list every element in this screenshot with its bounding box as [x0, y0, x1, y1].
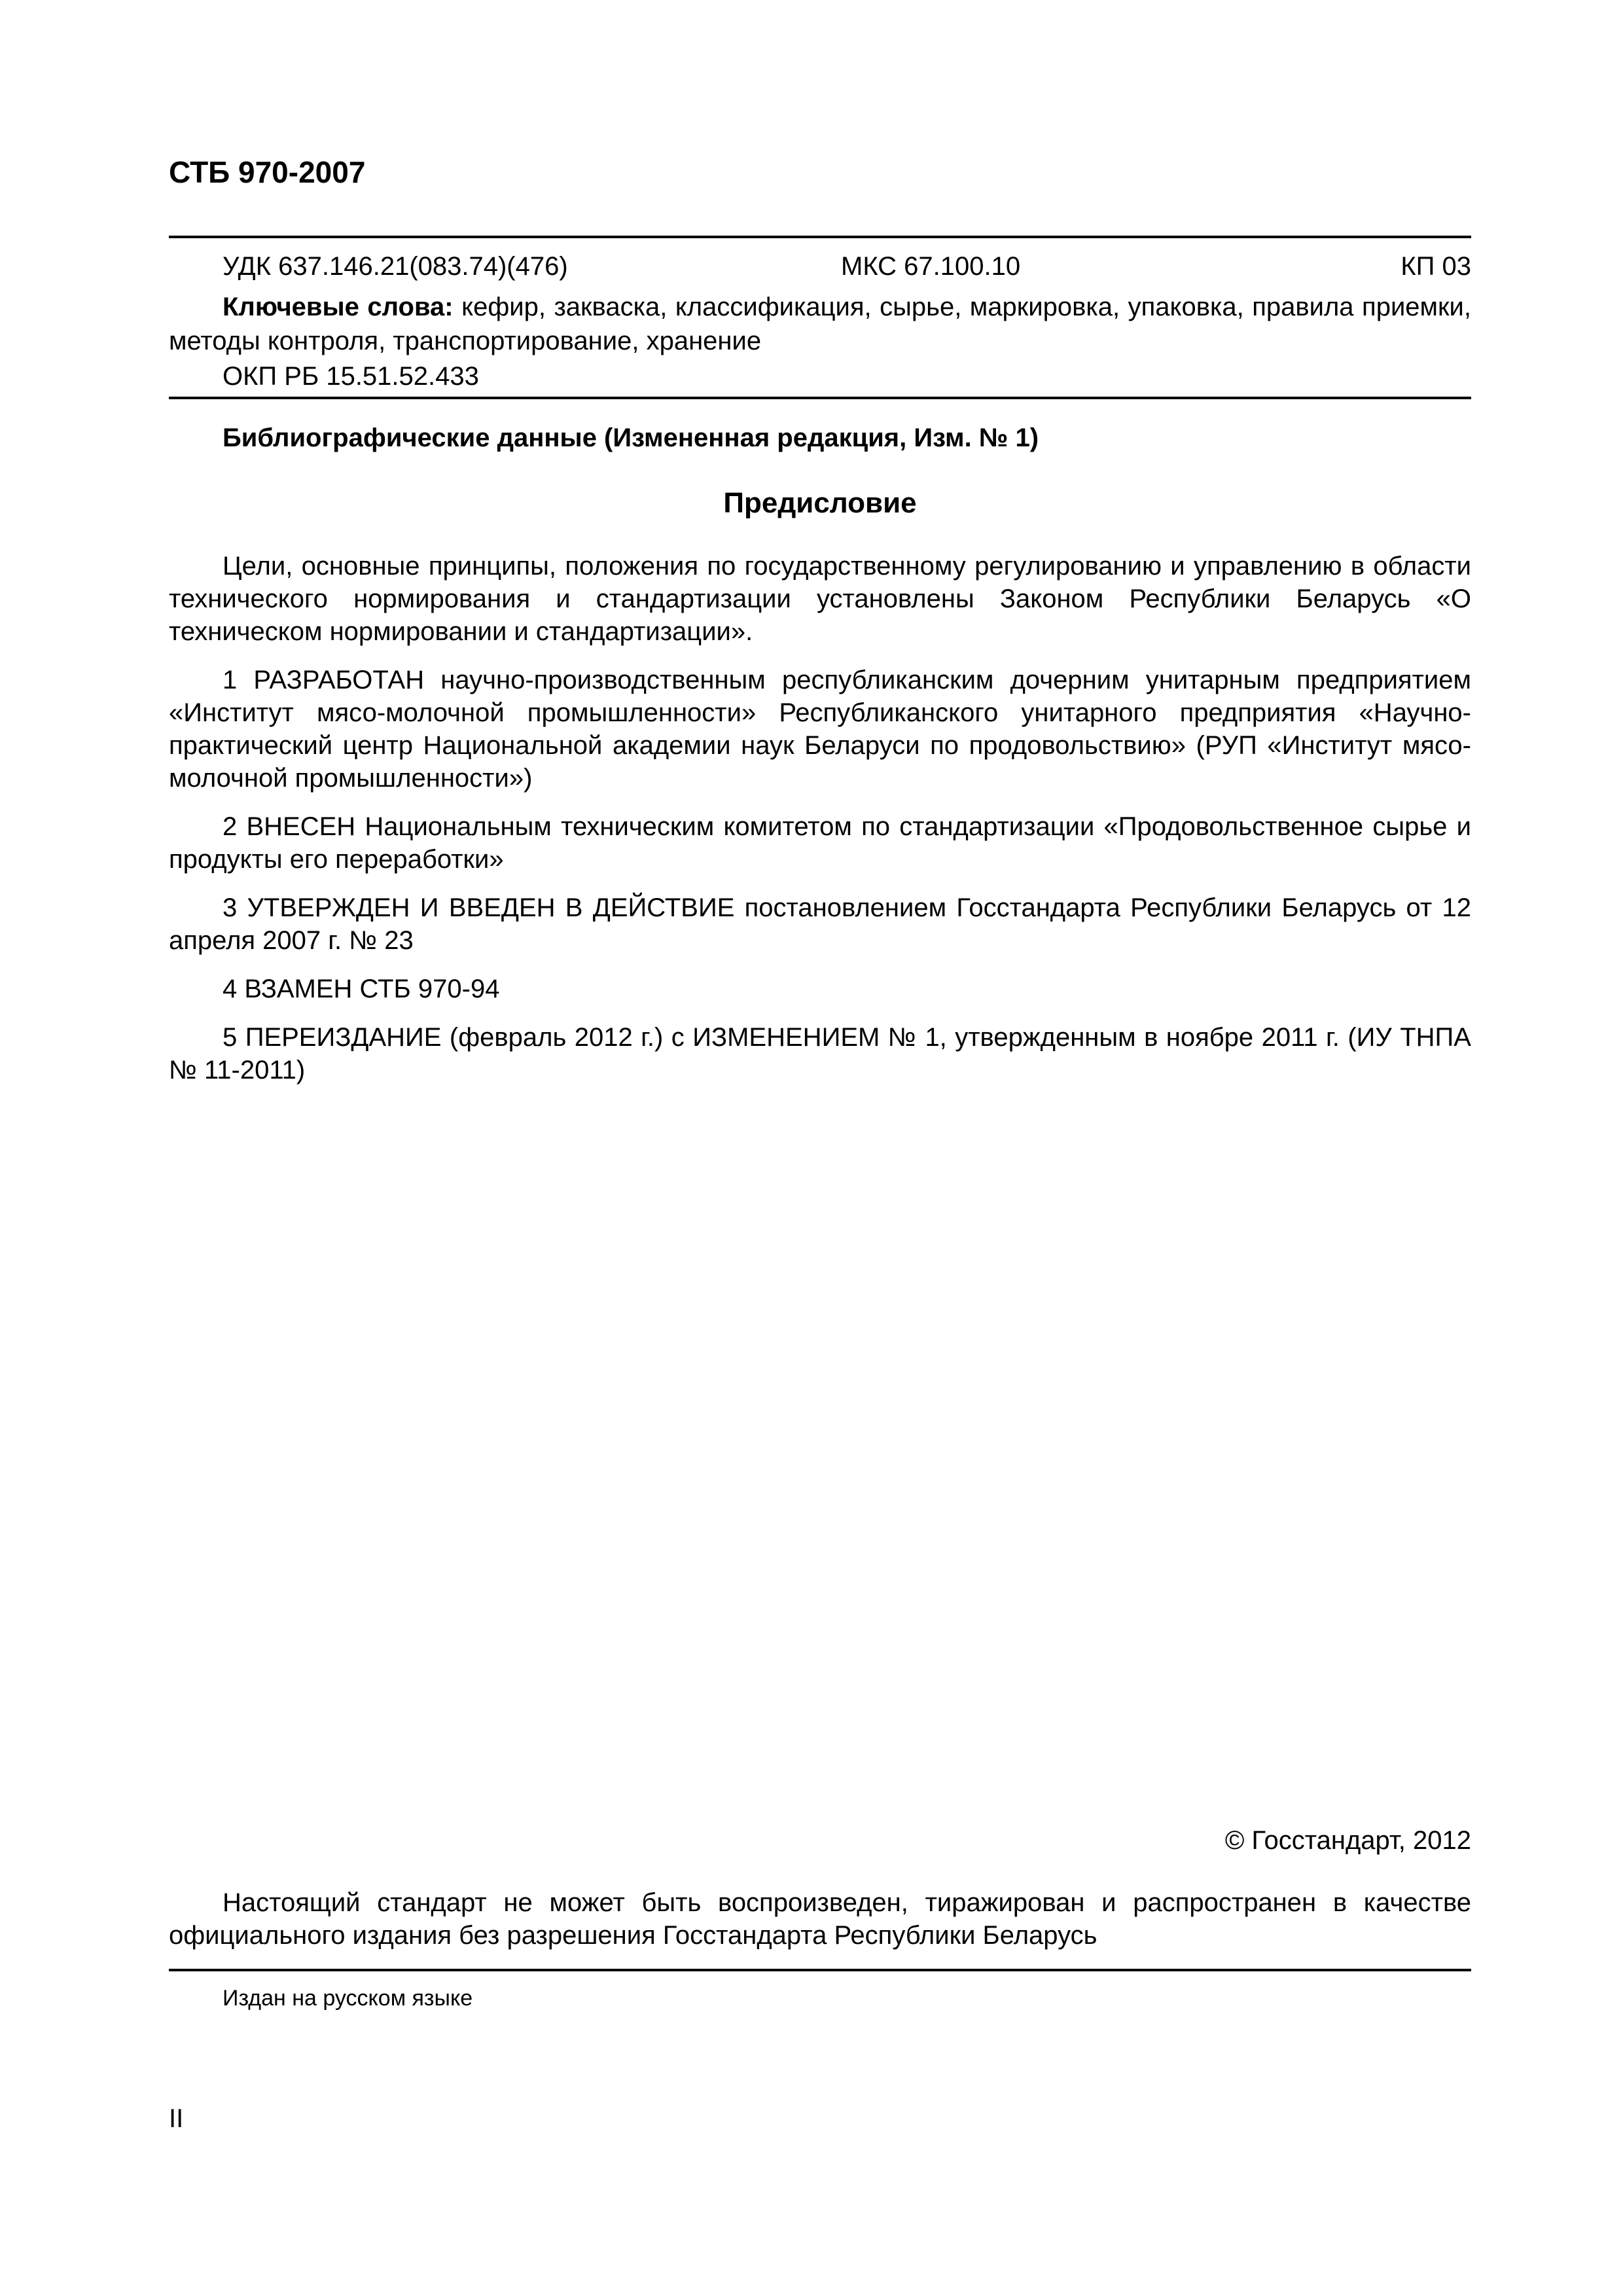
middle-divider [169, 397, 1471, 399]
kp-code: КП 03 [1400, 252, 1471, 281]
reproduction-notice: Настоящий стандарт не может быть воспроизведен, тиражирован и распространен в качестве официального издания без разрешения Госстандарта Республики Беларусь [169, 1888, 1471, 1950]
keywords [169, 290, 1471, 358]
copyright: © Госстандарт, 2012 [1224, 1826, 1471, 1855]
bottom-divider [169, 1969, 1471, 1971]
udk-code: УДК 637.146.21(083.74)(476) [223, 252, 568, 281]
foreword-paragraph: 2 ВНЕСЕН Национальным техническим комитетом по стандартизации «Продовольственное сырье и продукты его переработки» [169, 812, 1471, 874]
foreword-paragraph: 4 ВЗАМЕН СТБ 970-94 [223, 975, 500, 1003]
okp-code: ОКП РБ 15.51.52.433 [223, 362, 479, 391]
top-divider [169, 236, 1471, 238]
foreword-title: Предисловие [723, 487, 917, 519]
page-number: II [169, 2104, 184, 2133]
foreword-paragraph: 5 ПЕРЕИЗДАНИЕ (февраль 2012 г.) с ИЗМЕНЕНИЕМ № 1, утвержденным в ноябре 2011 г. (ИУ ТНПА № 11-2011) [169, 1023, 1471, 1085]
bibliographic-note: Библиографические данные (Измененная редакция, Изм. № 1) [223, 423, 1039, 452]
mks-code: МКС 67.100.10 [841, 252, 1021, 281]
foreword-paragraph: Цели, основные принципы, положения по государственному регулированию и управлению в области технического нормирования и стандартизации установлены Законом Республики Беларусь «О техническом нормировании и стандартизации». [169, 552, 1471, 646]
keywords-text: кефир, закваска, классификация, сырье, маркировка, упаковка, правила приемки, методы контроля, транспортирование, хранение [169, 293, 1471, 355]
keywords-label: Ключевые слова: [223, 293, 454, 321]
standard-id: СТБ 970-2007 [169, 155, 366, 189]
language-note: Издан на русском языке [223, 1986, 473, 2011]
foreword-body [169, 550, 1471, 1102]
foreword-paragraph: 1 РАЗРАБОТАН научно-производственным республиканским дочерним унитарным предприятием «Институт мясо-молочной промышленности» Республиканского унитарного предприятия «Научно-практический центр Национальной академии наук Беларуси по продовольствию» (РУП «Институт мясо-молочной промышленности») [169, 666, 1471, 793]
foreword-paragraph: 3 УТВЕРЖДЕН И ВВЕДЕН В ДЕЙСТВИЕ постановлением Госстандарта Республики Беларусь от 12 апреля 2007 г. № 23 [169, 893, 1471, 955]
